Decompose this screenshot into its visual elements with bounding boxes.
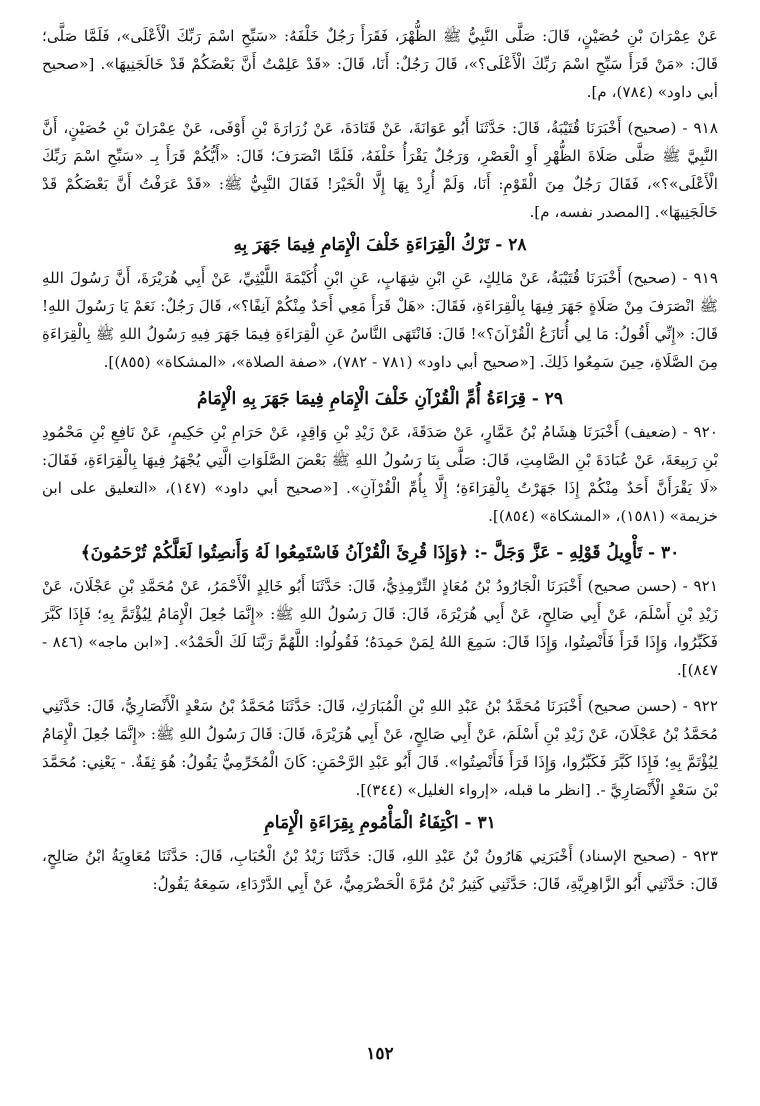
hadith-paragraph-920: ٩٢٠ - (ضعيف) أَخْبَرَنَا هِشَامُ بْنُ عَمَّارٍ، عَنْ صَدَقَةَ، عَنْ زَيْدِ بْنِ وَاقِدٍ، عَنْ حَرَامِ بْنِ حَكِيمٍ، عَنْ نَافِعِ بْنِ مَحْمُودِ بْنِ رَبِيعَةَ، عَنْ عُبَادَةَ بْنِ الصَّامِتِ، قَالَ: صَلَّى بِنَا رَسُولُ اللهِ ﷺ بَعْضَ الصَّلَوَاتِ الَّتِي يُجْهَرُ فِيهَا بِالْقِرَاءَةِ، فَقَالَ: «لَا يَقْرَأَنَّ أَحَدٌ مِنْكُمْ إِذَا جَهَرْتُ بِالْقِرَاءَةِ؛ إِلَّا بِأُمِّ الْقُرْآنِ». [«صحيح أبي داود» (١٤٧)، «التعليق على ابن خزيمة» (١٥٨١)، «المشكاة» (٨٥٤)]. bbox=[42, 423, 718, 525]
page-number: ١٥٢ bbox=[366, 1044, 394, 1064]
hadith-paragraph-918: ٩١٨ - (صحيح) أَخْبَرَنَا قُتَيْبَةُ، قَالَ: حَدَّثَنَا أَبُو عَوَانَةَ، عَنْ قَتَادَةَ، عَنْ زُرَارَةَ بْنِ أَوْفَى، عَنْ عِمْرَانَ بْنِ حُصَيْنٍ، أَنَّ النَّبِيَّ ﷺ صَلَّى صَلَاةَ الظُّهْرِ أَوِ الْعَصْرِ، وَرَجُلٌ يَقْرَأُ خَلْفَهُ، فَلَمَّا انْصَرَفَ؛ قَالَ: «أَيُّكُمْ قَرَأَ بِـ «سَبِّحِ اسْمَ رَبِّكَ الْأَعْلَى»؟»، فَقَالَ رَجُلٌ مِنَ الْقَوْمِ: أَنَا، وَلَمْ أُرِدْ بِهَا إِلَّا الْخَيْرَ! فَقَالَ النَّبِيُّ ﷺ: «قَدْ عَرَفْتُ أَنَّ بَعْضَكُمْ قَدْ خَالَجَنِيهَا». [المصدر نفسه، م]. bbox=[42, 119, 718, 221]
hadith-paragraph-922: ٩٢٢ - (حسن صحيح) أَخْبَرَنَا مُحَمَّدُ بْنُ عَبْدِ اللهِ بْنِ الْمُبَارَكِ، قَالَ: حَدَّثَنَا مُحَمَّدُ بْنُ سَعْدٍ الْأَنْصَارِيُّ، قَالَ: حَدَّثَنِي مُحَمَّدُ بْنُ عَجْلَانَ، عَنْ زَيْدِ بْنِ أَسْلَمَ، عَنْ أَبِي صَالِحٍ، عَنْ أَبِي هُرَيْرَةَ، قَالَ: قَالَ رَسُولُ اللهِ ﷺ: «إِنَّمَا جُعِلَ الْإِمَامُ لِيُؤْتَمَّ بِهِ؛ فَإِذَا كَبَّرَ فَكَبِّرُوا، وَإِذَا قَرَأَ فَأَنْصِتُوا». قَالَ أَبُو عَبْدِ الرَّحْمَنِ: كَانَ الْمُخَرِّمِيُّ يَقُولُ: هُوَ ثِقَةٌ. - يَعْنِي: مُحَمَّدَ بْنَ سَعْدٍ الْأَنْصَارِيَّ -. [انظر ما قبله، «إرواء الغليل» (٣٤٤)]. bbox=[42, 697, 718, 799]
hadith-paragraph-921: ٩٢١ - (حسن صحيح) أَخْبَرَنَا الْجَارُودُ بْنُ مُعَاذٍ التِّرْمِذِيُّ، قَالَ: حَدَّثَنَا أَبُو خَالِدٍ الْأَحْمَرُ، عَنْ مُحَمَّدِ بْنِ عَجْلَانَ، عَنْ زَيْدِ بْنِ أَسْلَمَ، عَنْ أَبِي صَالِحٍ، عَنْ أَبِي هُرَيْرَةَ، قَالَ: قَالَ رَسُولُ اللهِ ﷺ: «إِنَّمَا جُعِلَ الْإِمَامُ لِيُؤْتَمَّ بِهِ؛ فَإِذَا كَبَّرَ فَكَبِّرُوا، وَإِذَا قَرَأَ فَأَنْصِتُوا، وَإِذَا قَالَ: سَمِعَ اللهُ لِمَنْ حَمِدَهُ؛ فَقُولُوا: اللَّهُمَّ رَبَّنَا لَكَ الْحَمْدُ». [«ابن ماجه» (٨٤٦ - ٨٤٧)]. bbox=[42, 577, 718, 679]
hadith-paragraph-917-end: عَنْ عِمْرَانَ بْنِ حُصَيْنٍ، قَالَ: صَلَّى النَّبِيُّ ﷺ الظُّهْرَ، فَقَرَأَ رَجُلٌ خَلْفَهُ: «سَبِّحِ اسْمَ رَبِّكَ الْأَعْلَى»، فَلَمَّا صَلَّى؛ قَالَ: «مَنْ قَرَأَ سَبِّحِ اسْمَ رَبِّكَ الْأَعْلَى؟»، قَالَ رَجُلٌ: أَنَا، قَالَ: «قَدْ عَلِمْتُ أَنَّ بَعْضَكُمْ قَدْ خَالَجَنِيهَا». [«صحيح أبي داود» (٧٨٤)، م]. bbox=[42, 27, 718, 101]
chapter-heading-29: ٢٩ - قِرَاءَةُ أُمِّ الْقُرْآنِ خَلْفَ الْإِمَامِ فِيمَا جَهَرَ بِهِ الْإِمَامُ bbox=[196, 389, 563, 409]
hadith-paragraph-919: ٩١٩ - (صحيح) أَخْبَرَنَا قُتَيْبَةُ، عَنْ مَالِكٍ، عَنِ ابْنِ شِهَابٍ، عَنِ ابْنِ أُكَيْمَةَ اللَّيْثِيِّ، عَنْ أَبِي هُرَيْرَةَ، أَنَّ رَسُولَ اللهِ ﷺ انْصَرَفَ مِنْ صَلَاةٍ جَهَرَ فِيهَا بِالْقِرَاءَةِ، فَقَالَ: «هَلْ قَرَأَ مَعِي أَحَدٌ مِنْكُمْ آنِفًا؟»، قَالَ رَجُلٌ: نَعَمْ يَا رَسُولَ اللهِ! قَالَ: «إِنِّي أَقُولُ: مَا لِي أُنَازَعُ الْقُرْآنَ؟»! قَالَ: فَانْتَهَى النَّاسُ عَنِ الْقِرَاءَةِ فِيمَا جَهَرَ فِيهِ رَسُولُ اللهِ ﷺ بِالْقِرَاءَةِ مِنَ الصَّلَاةِ، حِينَ سَمِعُوا ذَلِكَ. [«صحيح أبي داود» (٧٨١ - ٧٨٢)، «صفة الصلاة»، «المشكاة» (٨٥٥)]. bbox=[42, 269, 718, 371]
chapter-heading-30: ٣٠ - تَأْوِيلُ قَوْلِهِ - عَزَّ وَجَلَّ -: ﴿وَإِذَا قُرِئَ الْقُرْآنُ فَاسْتَمِعُوا لَهُ وَأَنصِتُوا لَعَلَّكُمْ تُرْحَمُونَ﴾ bbox=[80, 543, 680, 563]
chapter-heading-31: ٣١ - اكْتِفَاءُ الْمَأْمُومِ بِقِرَاءَةِ الْإِمَامِ bbox=[264, 813, 496, 833]
chapter-heading-28: ٢٨ - تَرْكُ الْقِرَاءَةِ خَلْفَ الْإِمَامِ فِيمَا جَهَرَ بِهِ bbox=[233, 235, 527, 255]
hadith-paragraph-923: ٩٢٣ - (صحيح الإسناد) أَخْبَرَنِي هَارُونُ بْنُ عَبْدِ اللهِ، قَالَ: حَدَّثَنَا زَيْدُ بْنُ الْحُبَابِ، قَالَ: حَدَّثَنَا مُعَاوِيَةُ ابْنُ صَالِحٍ، قَالَ: حَدَّثَنِي أَبُو الزَّاهِرِيَّةِ، قَالَ: حَدَّثَنِي كَثِيرُ بْنُ مُرَّةَ الْحَضْرَمِيُّ، عَنْ أَبِي الدَّرْدَاءِ، سَمِعَهُ يَقُولُ: bbox=[42, 847, 718, 893]
